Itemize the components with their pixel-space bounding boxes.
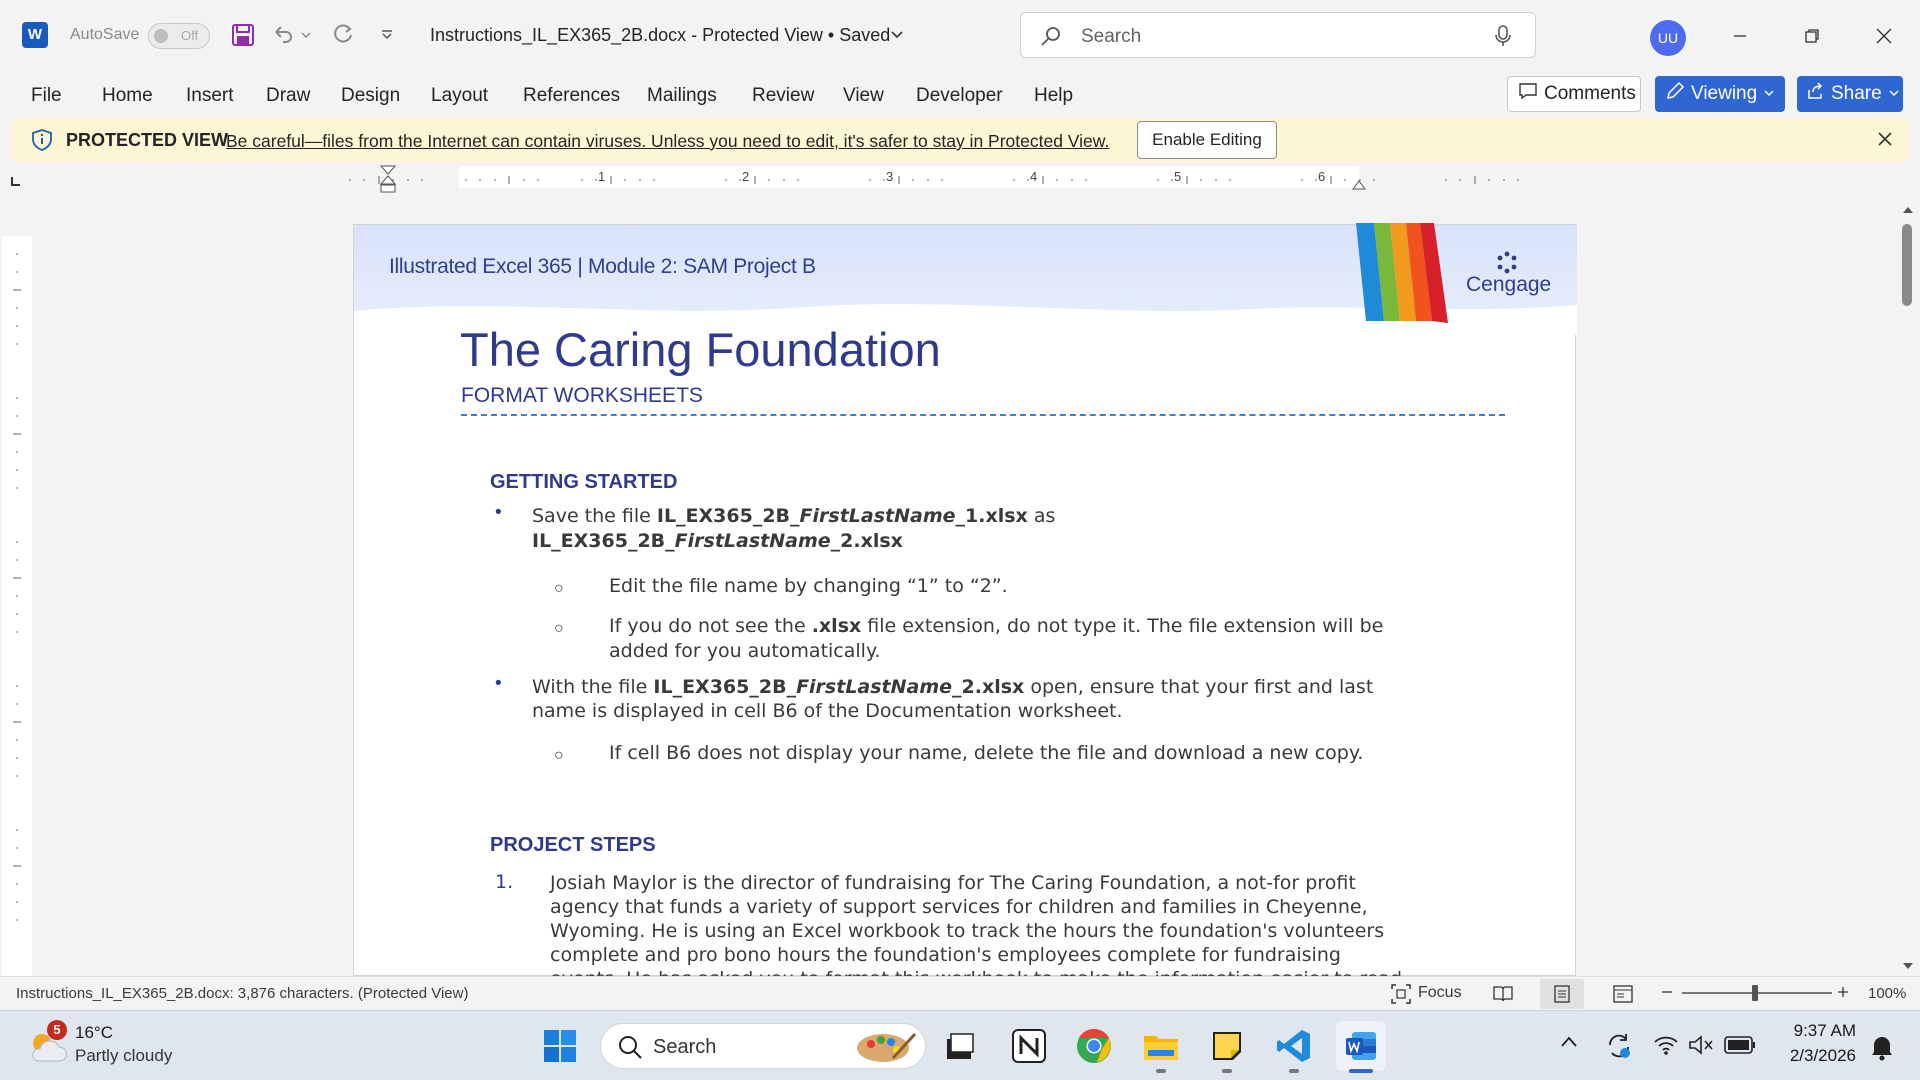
- search-input[interactable]: [1020, 12, 1536, 58]
- tab-draw[interactable]: Draw: [266, 85, 311, 106]
- rainbow-stripes-logo: [1344, 223, 1464, 325]
- search-icon: [617, 1034, 643, 1065]
- taskbar-search-input[interactable]: [600, 1023, 926, 1069]
- weather-description[interactable]: Partly cloudy: [75, 1046, 173, 1065]
- vertical-scrollbar[interactable]: [1896, 196, 1920, 976]
- scroll-up-arrow-icon[interactable]: [1902, 202, 1914, 220]
- print-layout-icon: [1553, 984, 1571, 1009]
- word-taskbar-icon[interactable]: [1336, 1021, 1386, 1071]
- share-label: Share: [1831, 83, 1882, 104]
- wifi-icon[interactable]: [1653, 1033, 1679, 1062]
- search-placeholder: Search: [1081, 26, 1142, 47]
- viewing-label: Viewing: [1691, 83, 1758, 104]
- microphone-icon[interactable]: [1493, 24, 1513, 53]
- undo-icon[interactable]: [268, 20, 298, 50]
- zoom-in-icon[interactable]: [1836, 985, 1850, 1004]
- notifications-icon[interactable]: [1868, 1033, 1896, 1066]
- running-indicator: [1156, 1069, 1166, 1073]
- ruler-number: 5: [1174, 169, 1182, 184]
- protected-view-bar: [12, 118, 1908, 162]
- notion-app-icon[interactable]: [1007, 1024, 1051, 1068]
- sub-bullet-cell-b6: If cell B6 does not display your name, delete the file and download a new copy.: [609, 742, 1364, 764]
- tab-selector-icon[interactable]: [10, 174, 22, 192]
- bullet-marker: •: [495, 502, 502, 523]
- tab-references[interactable]: References: [523, 85, 621, 106]
- chevron-up-icon[interactable]: [1560, 1035, 1578, 1054]
- restore-icon[interactable]: [1792, 18, 1832, 54]
- focus-label[interactable]: Focus: [1418, 984, 1462, 1001]
- chevron-down-icon: [1888, 83, 1900, 105]
- chrome-app-icon[interactable]: [1072, 1024, 1116, 1068]
- ruler-number: 3: [886, 169, 894, 184]
- sticky-notes-icon[interactable]: [1205, 1024, 1249, 1068]
- comments-button[interactable]: [1507, 76, 1641, 112]
- read-mode-icon[interactable]: [1492, 984, 1514, 1009]
- title-bar: [0, 0, 1920, 72]
- running-indicator: [1222, 1069, 1232, 1073]
- customize-qat-icon[interactable]: [372, 20, 402, 50]
- volume-muted-icon[interactable]: [1688, 1033, 1714, 1062]
- autosave-state: Off: [181, 28, 199, 43]
- step1-line: Josiah Maylor is the director of fundraising for The Caring Foundation, a not-for profit: [550, 872, 1356, 894]
- minimize-icon[interactable]: [1720, 18, 1760, 54]
- indent-marker-icon[interactable]: [379, 164, 397, 199]
- protected-view-title: PROTECTED VIEW: [66, 130, 229, 150]
- bullet-open-file-line2: name is displayed in cell B6 of the Documentation worksheet.: [532, 700, 1123, 722]
- word-app-icon[interactable]: W: [22, 22, 48, 48]
- scroll-down-arrow-icon[interactable]: [1902, 958, 1914, 976]
- share-button[interactable]: [1797, 76, 1903, 112]
- tab-home[interactable]: Home: [102, 85, 153, 106]
- tab-layout[interactable]: Layout: [431, 85, 489, 106]
- document-title-heading: The Caring Foundation: [460, 323, 941, 376]
- file-explorer-icon[interactable]: [1139, 1024, 1183, 1068]
- clock-date[interactable]: 2/3/2026: [1789, 1046, 1856, 1065]
- step-number: 1.: [495, 871, 514, 893]
- bullet-save-file-line1: Save the file IL_EX365_2B_FirstLastName_1.xlsx as: [532, 505, 1056, 527]
- battery-icon[interactable]: [1724, 1035, 1756, 1060]
- cengage-brand: Cengage: [1466, 273, 1552, 296]
- sub-bullet-edit-filename: Edit the file name by changing “1” to “2”.: [609, 575, 1008, 597]
- header-text: Illustrated Excel 365 | Module 2: SAM Project B: [389, 255, 816, 278]
- zoom-level[interactable]: 100%: [1868, 985, 1907, 1002]
- horizontal-ruler[interactable]: [0, 164, 1920, 194]
- vertical-ruler[interactable]: [2, 236, 32, 976]
- user-avatar[interactable]: UU: [1650, 20, 1686, 56]
- vscode-app-icon[interactable]: [1272, 1024, 1316, 1068]
- autosave-toggle-knob: [154, 29, 168, 43]
- print-layout-button[interactable]: [1540, 979, 1584, 1009]
- zoom-out-icon[interactable]: [1660, 985, 1674, 1004]
- viewing-mode-button[interactable]: [1655, 76, 1785, 112]
- bullet-marker: •: [495, 673, 502, 694]
- web-layout-icon[interactable]: [1612, 984, 1634, 1009]
- tab-review[interactable]: Review: [752, 85, 815, 106]
- bullet-open-file-line1: With the file IL_EX365_2B_FirstLastName_2.xlsx open, ensure that your first and last: [532, 676, 1374, 698]
- pen-icon: [1665, 81, 1685, 107]
- ruler-ticks: [340, 166, 1580, 196]
- sync-icon[interactable]: [1605, 1032, 1633, 1065]
- tab-file[interactable]: File: [31, 85, 62, 106]
- document-subtitle: FORMAT WORKSHEETS: [461, 384, 703, 407]
- sub-bullet-marker: ○: [554, 747, 564, 764]
- close-icon[interactable]: [1876, 130, 1894, 153]
- ribbon-tabs: [0, 72, 1920, 116]
- zoom-slider-thumb[interactable]: [1752, 985, 1758, 1001]
- redo-icon[interactable]: [328, 20, 358, 50]
- ruler-number: 6: [1318, 169, 1326, 184]
- chevron-down-icon: [1763, 83, 1775, 105]
- search-icon: [1039, 24, 1063, 53]
- vertical-ruler-ticks: [2, 236, 32, 976]
- clock-time[interactable]: 9:37 AM: [1793, 1021, 1856, 1040]
- step1-line: Wyoming. He is using an Excel workbook to track the hours the foundation's volunteers: [550, 920, 1385, 942]
- ruler-number: 1: [598, 169, 606, 184]
- scroll-thumb[interactable]: [1902, 224, 1912, 306]
- dashed-divider: [461, 414, 1505, 416]
- save-icon[interactable]: [228, 20, 258, 50]
- document-page[interactable]: [353, 224, 1576, 976]
- step1-line: agency that funds a variety of support services for children and families in Cheyenne,: [550, 896, 1368, 918]
- comments-label: Comments: [1544, 83, 1636, 104]
- sub-bullet-extension-line2: added for you automatically.: [609, 640, 881, 662]
- bullet-save-file-line2: IL_EX365_2B_FirstLastName_2.xlsx: [532, 530, 903, 552]
- getting-started-heading: GETTING STARTED: [490, 471, 678, 493]
- windows-start-icon[interactable]: [538, 1024, 582, 1068]
- taskbar-search-placeholder: Search: [653, 1036, 717, 1058]
- undo-dropdown-icon[interactable]: [298, 20, 314, 50]
- close-icon[interactable]: [1864, 18, 1904, 54]
- tab-design[interactable]: Design: [341, 85, 401, 106]
- tab-developer[interactable]: Developer: [916, 85, 1003, 106]
- weather-badge: 5: [47, 1020, 67, 1040]
- tab-view[interactable]: View: [843, 85, 884, 106]
- protected-view-message-link[interactable]: Be careful—files from the Internet can contain viruses. Unless you need to edit, it's safer to stay in Protected View.: [226, 131, 1110, 151]
- ruler-number: 4: [1030, 169, 1038, 184]
- document-title[interactable]: Instructions_IL_EX365_2B.docx - Protected View • Saved: [430, 25, 891, 45]
- shield-info-icon: [30, 128, 54, 157]
- tab-insert[interactable]: Insert: [186, 85, 234, 106]
- sub-bullet-marker: ○: [554, 620, 564, 637]
- sub-bullet-extension-line1: If you do not see the .xlsx file extension, do not type it. The file extension will be: [609, 615, 1384, 637]
- tab-help[interactable]: Help: [1034, 85, 1074, 106]
- status-bar: [0, 976, 1920, 1010]
- active-app-indicator: [1349, 1069, 1373, 1073]
- focus-icon[interactable]: [1390, 983, 1412, 1010]
- right-indent-marker-icon[interactable]: [1351, 178, 1367, 196]
- autosave-toggle[interactable]: [148, 23, 210, 49]
- weather-temperature[interactable]: 16°C: [75, 1023, 113, 1042]
- running-indicator: [1289, 1069, 1299, 1073]
- share-icon: [1807, 82, 1825, 106]
- title-dropdown-icon[interactable]: [882, 20, 912, 50]
- sub-bullet-marker: ○: [554, 580, 564, 597]
- document-statistics[interactable]: Instructions_IL_EX365_2B.docx: 3,876 characters. (Protected View): [16, 985, 469, 1002]
- paint-palette-icon: [853, 1028, 917, 1071]
- project-steps-heading: PROJECT STEPS: [490, 834, 656, 856]
- task-view-icon[interactable]: [938, 1024, 982, 1068]
- step1-line: complete and pro bono hours the foundation's employees complete for fundraising: [550, 944, 1341, 966]
- enable-editing-button[interactable]: Enable Editing: [1137, 121, 1277, 159]
- ruler-number: 2: [742, 169, 750, 184]
- autosave-label: AutoSave: [70, 26, 140, 43]
- taskbar: [0, 1010, 1920, 1080]
- tab-mailings[interactable]: Mailings: [647, 85, 717, 106]
- comment-icon: [1518, 82, 1538, 106]
